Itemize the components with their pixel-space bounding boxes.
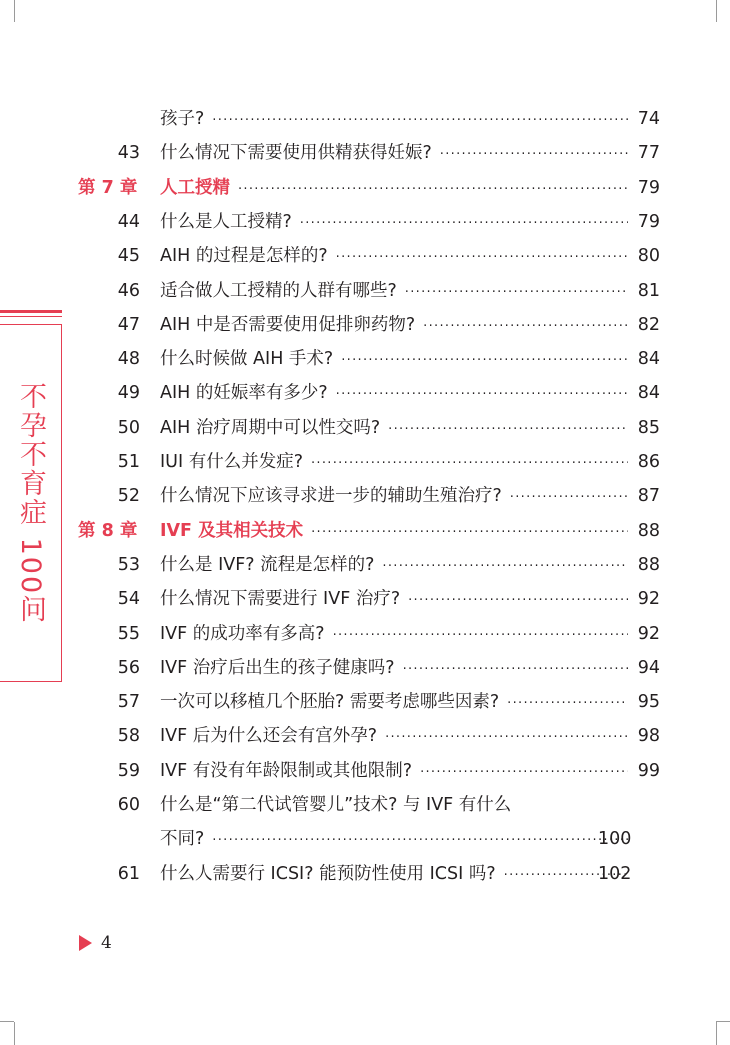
entry-title: AIH 治疗周期中可以性交吗? bbox=[160, 417, 381, 438]
entry-number: 43 bbox=[117, 143, 140, 164]
entry-title: IVF 治疗后出生的孩子健康吗? bbox=[160, 657, 395, 678]
entry-number: 51 bbox=[117, 452, 140, 472]
toc-entry-row bbox=[0, 481, 730, 511]
entry-page-number: 85 bbox=[637, 417, 660, 438]
entry-text-line bbox=[160, 756, 628, 788]
entry-text-line bbox=[160, 344, 628, 376]
leader-dots bbox=[408, 586, 628, 616]
entry-page-number: 79 bbox=[637, 177, 660, 198]
entry-page-number: 100 bbox=[598, 829, 632, 850]
entry-page-number: 98 bbox=[637, 726, 660, 747]
entry-text-line bbox=[160, 824, 632, 856]
leader-dots bbox=[420, 758, 628, 788]
entry-title: 适合做人工授精的人群有哪些? bbox=[160, 280, 397, 301]
entry-text-line bbox=[160, 550, 628, 582]
toc-entry-row bbox=[0, 790, 730, 820]
toc-entry-row bbox=[0, 378, 730, 408]
entry-title: 一次可以移植几个胚胎? 需要考虑哪些因素? bbox=[160, 692, 500, 713]
entry-page-number: 81 bbox=[637, 280, 660, 301]
trim-mark bbox=[716, 1021, 730, 1022]
leader-dots bbox=[510, 483, 628, 513]
toc-entry-row bbox=[0, 653, 730, 683]
entry-text-line bbox=[160, 138, 628, 170]
entry-title: IVF 后为什么还会有宫外孕? bbox=[160, 726, 378, 747]
entry-page-number: 84 bbox=[637, 349, 660, 370]
leader-dots bbox=[385, 723, 628, 753]
entry-page-number: 87 bbox=[637, 486, 660, 507]
entry-page-number: 102 bbox=[598, 863, 632, 884]
entry-title: AIH 中是否需要使用促排卵药物? bbox=[160, 314, 416, 335]
entry-page-number: 94 bbox=[637, 657, 660, 678]
entry-number: 47 bbox=[117, 314, 140, 335]
entry-title: 什么是“第二代试管婴儿”技术? 与 IVF 有什么 bbox=[160, 795, 512, 815]
entry-text-line bbox=[160, 653, 628, 685]
leader-dots bbox=[212, 106, 628, 136]
trim-mark bbox=[716, 1022, 717, 1045]
leader-dots bbox=[333, 621, 628, 651]
chapter-number: 第 7 章 bbox=[78, 177, 138, 198]
entry-text-line bbox=[160, 241, 628, 273]
toc-entry-row bbox=[0, 824, 730, 854]
entry-page-number: 88 bbox=[637, 520, 660, 541]
toc-entry-row bbox=[0, 138, 730, 168]
toc-entry-row bbox=[0, 550, 730, 580]
leader-dots bbox=[440, 140, 628, 170]
trim-mark bbox=[0, 1021, 14, 1022]
entry-text-line bbox=[160, 619, 628, 651]
trim-mark bbox=[716, 0, 717, 22]
entry-text-line bbox=[160, 859, 632, 891]
leader-dots bbox=[405, 278, 628, 308]
entry-page-number: 84 bbox=[637, 383, 660, 404]
entry-title: 什么是人工授精? bbox=[160, 211, 292, 232]
leader-dots bbox=[300, 209, 628, 239]
entry-page-number: 82 bbox=[637, 314, 660, 335]
leader-dots bbox=[341, 346, 628, 376]
entry-number: 48 bbox=[117, 349, 140, 370]
entry-page-number: 92 bbox=[637, 623, 660, 644]
leader-dots bbox=[423, 312, 628, 342]
entry-title: AIH 的过程是怎样的? bbox=[160, 246, 328, 267]
entry-title: 什么是 IVF? 流程是怎样的? bbox=[160, 554, 375, 575]
entry-page-number: 80 bbox=[637, 246, 660, 267]
chapter-title: 人工授精 bbox=[160, 177, 230, 198]
leader-dots bbox=[403, 655, 628, 685]
entry-text-line bbox=[160, 687, 628, 719]
entry-text-line bbox=[160, 413, 628, 445]
entry-page-number: 99 bbox=[637, 760, 660, 781]
chapter-number: 第 8 章 bbox=[78, 520, 138, 541]
entry-number: 49 bbox=[117, 383, 140, 404]
page-number: 4 bbox=[101, 933, 112, 953]
toc-entry-row bbox=[0, 721, 730, 751]
entry-number: 56 bbox=[117, 657, 140, 678]
toc-entry-row bbox=[0, 619, 730, 649]
entry-page-number: 74 bbox=[637, 109, 660, 129]
leader-dots bbox=[336, 243, 628, 273]
entry-number: 59 bbox=[117, 760, 140, 781]
entry-title: 什么人需要行 ICSI? 能预防性使用 ICSI 吗? bbox=[160, 863, 496, 884]
toc-entry-row bbox=[0, 413, 730, 443]
trim-mark bbox=[14, 0, 15, 22]
entry-text-line bbox=[160, 378, 628, 410]
entry-number: 60 bbox=[117, 795, 140, 815]
leader-dots bbox=[382, 552, 628, 582]
entry-text-line bbox=[160, 721, 628, 753]
toc-entry-row bbox=[0, 207, 730, 237]
entry-text-line bbox=[160, 207, 628, 239]
leader-dots bbox=[507, 689, 628, 719]
toc-chapter-row bbox=[0, 173, 730, 203]
entry-title: 孩子? bbox=[160, 109, 205, 129]
entry-page-number: 79 bbox=[637, 211, 660, 232]
entry-number: 58 bbox=[117, 726, 140, 747]
toc-chapter-row bbox=[0, 516, 730, 546]
toc-entry-row bbox=[0, 687, 730, 717]
entry-number: 53 bbox=[117, 554, 140, 575]
entry-text-line bbox=[160, 516, 628, 548]
entry-page-number: 86 bbox=[637, 452, 660, 472]
entry-title: IUI 有什么并发症? bbox=[160, 452, 303, 472]
chapter-title: IVF 及其相关技术 bbox=[160, 520, 304, 541]
entry-title: IVF 有没有年龄限制或其他限制? bbox=[160, 760, 413, 781]
toc-entry-row bbox=[0, 241, 730, 271]
leader-dots bbox=[388, 415, 628, 445]
entry-page-number: 92 bbox=[637, 589, 660, 610]
entry-text-line bbox=[160, 173, 628, 205]
page-marker-arrow-icon bbox=[79, 935, 92, 951]
entry-title: IVF 的成功率有多高? bbox=[160, 623, 325, 644]
toc-entry-row bbox=[0, 310, 730, 340]
leader-dots bbox=[238, 175, 628, 205]
entry-title: 什么情况下应该寻求进一步的辅助生殖治疗? bbox=[160, 486, 502, 507]
trim-mark bbox=[14, 1022, 15, 1045]
leader-dots bbox=[336, 380, 628, 410]
toc-entry-row bbox=[0, 859, 730, 889]
toc-entry-row bbox=[0, 447, 730, 477]
entry-page-number: 95 bbox=[637, 692, 660, 713]
entry-page-number: 88 bbox=[637, 554, 660, 575]
toc-entry-row bbox=[0, 584, 730, 614]
entry-number: 57 bbox=[117, 692, 140, 713]
entry-title: AIH 的妊娠率有多少? bbox=[160, 383, 328, 404]
book-title: 不孕不育症 100问 bbox=[15, 382, 46, 625]
entry-number: 44 bbox=[117, 211, 140, 232]
toc-entry-row bbox=[0, 104, 730, 134]
leader-dots bbox=[311, 518, 628, 548]
entry-number: 50 bbox=[117, 417, 140, 438]
entry-text-line bbox=[160, 276, 628, 308]
entry-text-line bbox=[160, 310, 628, 342]
entry-number: 61 bbox=[117, 863, 140, 884]
toc-entry-row bbox=[0, 756, 730, 786]
entry-number: 54 bbox=[117, 589, 140, 610]
entry-page-number: 77 bbox=[637, 143, 660, 164]
entry-number: 45 bbox=[117, 246, 140, 267]
leader-dots bbox=[311, 449, 628, 479]
entry-text-line bbox=[160, 481, 628, 513]
entry-title: 什么时候做 AIH 手术? bbox=[160, 349, 334, 370]
entry-title: 什么情况下需要进行 IVF 治疗? bbox=[160, 589, 401, 610]
entry-text-line bbox=[160, 790, 670, 820]
entry-title: 不同? bbox=[160, 829, 205, 850]
toc-entry-row bbox=[0, 276, 730, 306]
entry-title: 什么情况下需要使用供精获得妊娠? bbox=[160, 143, 432, 164]
toc-entry-row bbox=[0, 344, 730, 374]
entry-number: 52 bbox=[117, 486, 140, 507]
entry-text-line bbox=[160, 584, 628, 616]
leader-dots bbox=[212, 826, 632, 856]
entry-text-line bbox=[160, 104, 628, 136]
entry-number: 55 bbox=[117, 623, 140, 644]
entry-text-line bbox=[160, 447, 628, 479]
entry-number: 46 bbox=[117, 280, 140, 301]
